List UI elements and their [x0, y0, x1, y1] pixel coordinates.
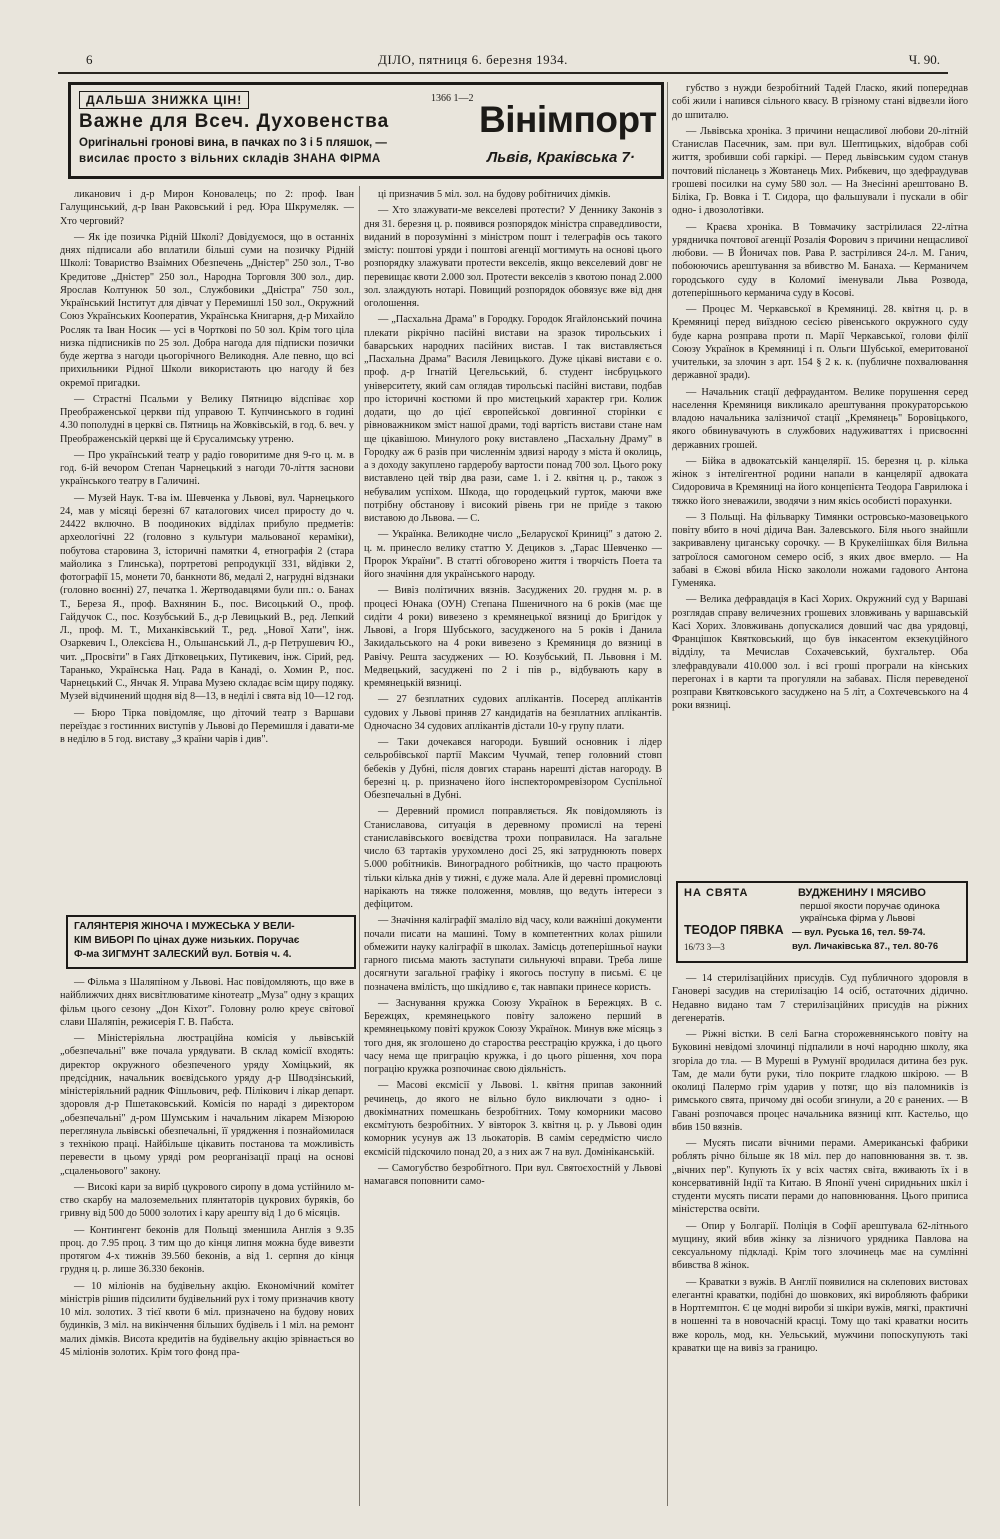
page-header [58, 50, 948, 74]
column-rule [359, 186, 360, 1506]
column-2 [364, 188, 662, 1506]
article-paragraph: — Страстні Псальми у Велику Пятницю відспіває хор Преображенської церкви під управою Т. Купчинського в годині 4.30 пополудні в церкві св. Пятниць на Жовківській, в год. 6. веч. у Преображенській церкві ще й Єрусалимську утреню. [60, 393, 354, 445]
article-paragraph: — Процес М. Черкавської в Кремяниці. 28. квітня ц. р. в Кремяниці перед виїздною сесією рівенського окружного суду буде карна розправа проти п. Марії Черкавської, голови філії Союзу Українок в Кремяниці і п. Ольги Шубської, емеритованої учительки, за злочин з арт. 154 § 2 к. к. (публичне похвалювання державної зради). [672, 304, 968, 382]
article-paragraph: — Мусять писати вічними перами. Американські фабрики роблять річно більше як 18 міл. пер до наповнювання зв. т. зв. „вічних пер". Купують їх у всіх частях світа, вживають їх і в консервативній Індії та Китаю. В Японії учені сиридньних шкіл і студенти мусять писати перами до наповнювання. Цього приписа міністерства освіти. [672, 1138, 968, 1216]
page-number: 6 [86, 52, 93, 67]
article-paragraph: — Деревний промисл поправляється. Як повідомляють із Станиславова, ситуація в деревному промислі на терені станиславівського воєвідства трохи поправилася. На загальне число 63 тартаків урухомлено досі 25, які затруднюють поверх 5.000 робітників. Виноградного робітників, що часто працюють тільки кілька днів у тижні, є дуже мала. Але й деревні промисловці нарікають на тяжке положення, мовляв, що ведуть інтереси з дефіцитом. [364, 806, 662, 910]
article-paragraph: ликанович і д-р Мирон Коновалець; по 2: проф. Іван Галущинський, д-р Іван Раковський і ред. Юра Шкрумеляк. — Хто черговий? [60, 189, 354, 227]
issue-number: Ч. 90. [908, 52, 940, 67]
pyavka-ad [676, 881, 968, 963]
ad-line-2: Оригінальні гронові вина, в пачках по 3 і 5 пляшок, — [79, 137, 387, 149]
article-paragraph: — „Пасхальна Драма" в Городку. Городок Ягайлонський почина плекати рікрічно пасійні вистави на зразок тирольських і баварських народних пасійних вистав. І так виставляється „Пасхальна Драма" Василя Левицького. Дуже цікаві вистави є о. проф. д-р Ігнатій Цегельський, б. студент інсбруцького університету, який сам оглядав тирольські пасійні вистави, подбав про історичні костюми й про мистецький характер гри. Колиж додати, що до цієї європейської довгинної сторінки є рівноважником зміст нашої драми, тоді вартість вистави стане нам ще цікавішою. Минулого року виставлено „Пасхальну Драму" в Городку аж 6 разів при численнім здвизі народу з міста й околиць, а з доходу закуплено гардеробу вартости понад 700 зол. Цього року виставлено цей твір два рази, саме 1. і 2. квітня ц. р., також з небувалим успіхом. Шкода, що городецький гурток, маючи вже потрібну обстанову і високий рівень гри не приїде з такою виставою до Львова. — С. [364, 314, 662, 524]
article-paragraph: — Таки дочекався нагороди. Бувший основник і лідер сельробівської партії Максим Чучмай, тепер головний стовп бебеків у Дубні, після довгих старань нарешті дістав нагороду. В березні ц. р. призначено його інспекторомревізором Суспільної Обезпечальні в Дубні. [364, 737, 662, 801]
ad-line-3: висилає просто з вільних складів ЗНАНА ФІРМА [79, 153, 381, 165]
article-paragraph: — Українка. Великодне число „Беларускої Криниці" з датою 2. ц. м. принесло велику статтю У. Дециков з. „Тарас Шевченко — Пророк України". В статті обговорено життя і творчість Поета та його значіння для українського народу. [364, 529, 662, 580]
article-paragraph: — Краватки з вужів. В Англії появилися на склепових вистовах елегантні краватки, подібні до шовкових, які виробляють фабрики в Нортгемптон. Є це модні вироби зі шкіри вужів, мягкі, практичні в ношенні та в новочасній красці. Тому що такі краватки носить вже король, мод, кн. Уельський, мужчини попоскупують такі краватки ще на вивіз за границю. [672, 1276, 968, 1354]
article-paragraph: — Опир у Болгарії. Поліція в Софії арештувала 62-літнього мущину, який вбив жінку за лізничого урядника Павлова на сексуальному підкладі. Крім того злочинець має на сумлінні вбивства 8 жінок. [672, 1220, 968, 1272]
zaleski-line-1: ГАЛЯНТЕРІЯ ЖІНОЧА І МУЖЕСЬКА У ВЕЛИ- [74, 921, 295, 932]
masthead-date: ДІЛО, пятниця 6. березня 1934. [378, 52, 568, 67]
ad-headline: Важне для Всеч. Духовенства [79, 111, 390, 132]
ad-city: Львів, Краківська 7· [487, 149, 635, 166]
article-paragraph: — Про український театр у радіо говоритиме дня 9-го ц. м. в год. 6-ій вечором Степан Чарнецький з нагоди 70-ліття заснови українського театру в Галичині. [60, 449, 354, 488]
pyavka-address-1: — вул. Руська 16, тел. 59-74. [792, 927, 926, 938]
article-paragraph: — 27 безплатних судових аплікантів. Посеред аплікантів судових у Львові приняв 27 кандидатів на безплатних аплікантів. Одночасно 34 судових аплікантів дістали 10-у групу плати. [364, 694, 662, 732]
pyavka-sub-2: українська фірма у Львові [800, 913, 915, 924]
pyavka-title-right: ВУДЖЕНИНУ І МЯСИВО [798, 887, 926, 899]
article-paragraph: — Ріжні вістки. В селі Багна сторожевнянського повіту на Буковині невідомі злочинці підпалили в ночі народню школу, яка згоріла до тла. — В Муреші в Румунії вродилася дитина без рук. Там, де мали бути руки, тіло покрите гладкою шкірою. — В околиці Палермо грім ударив у потяг, що віз паломників із римського свята, причому дві особи згинули, а 20 є ранених. — В Гавані розпочався процес начальника вязниці кпт. Кастельо, що вбив 150 вязнів. [672, 1029, 968, 1133]
article-paragraph: — Заснування кружка Союзу Українок в Бережцях. В с. Бережцях, кремянецького повіту заложено перший в кремянецькому повіті кружок Союзу Українок. Минув вже місяць з того дня, як зголошено до староства реєстрацію кружка, і до цього часу нема ще приграцію кружка, і до цього рішення, хоч пора пограцію кружка розпочинає свою діяльність. [364, 997, 662, 1075]
zaleski-ad [66, 915, 356, 969]
article-paragraph: — 14 стерилізаційних присудів. Суд публичного здоровля в Гановері засудив на стерилізацію 14 осіб, остаточних дідично. Недавно видано там 7 стерилізаційних присудів на ріжних дегенератів. [672, 973, 968, 1024]
column-3-bottom [672, 972, 968, 1506]
ad-brand-logo: Вінімпорт [479, 99, 657, 140]
pyavka-code: 16/73 3—3 [684, 942, 725, 952]
article-paragraph: — 10 міліонів на будівельну акцію. Економічний комітет міністрів рішив підсилити будівельний рух і тому призначив квоту 10 міл. золотих. З тієї квоти 6 міл. призначено на будову нових будинків, 3 міл. на викінчення більших будівель і 1 міл. на ремонт малих дімків. Висота кредитів на будівельну акцію зрівнається во 45 міліонів золотих. Крім того фонд пра- [60, 1280, 354, 1358]
column-3-top [672, 82, 968, 872]
ad-code: 1366 1—2 [431, 93, 474, 104]
column-1-top [60, 188, 354, 910]
article-paragraph: — Бюро Тірка повідомляє, що діточий театр з Варшави переїздає з гостинних виступів у Львові до Перемишля і давати-ме в неділю в 5 год. виставу „З країни чарів і див". [60, 707, 354, 745]
article-paragraph: — Вивіз політичних вязнів. Засуджених 20. грудня м. р. в процесі Юнака (ОУН) Степана Пшеничного на 6 років (має ще сидіти 4 роки) вивезено з кремянецької вязниці до Бригідок у Львові, а Ігоря Шубського, засудженого на 5 років і Данила Закидальського на 4 роки вивезено з Кремяниця до вязниці в Равічу. Решта засуджених — Ю. Козубський, П. Львовня і М. Медвецький, засуджені по 2 і пів р., відбувають кару в кремянецькій вязниці. [364, 585, 662, 689]
article-paragraph: — Масові ексмісії у Львові. 1. квітня припав законний речинець, до якого не вільно було виключати з одно- і двокімнатних помешкань безробітних. Тому коморники масово ексмітують безробітних. У вівторок 3. квітня ц. р. у Львові один коморник усунув аж 13 льокаторів. В самім середмістю число ексмісій підскочило понад 20, а з них аж 7 на вул. Домініканській. [364, 1080, 662, 1158]
article-paragraph: — Бійка в адвокатській канцелярії. 15. березня ц. р. кілька жінок з інтелігентної родини напали в канцелярії адвоката Сидоровича в Кремяниці на його концепієнта Теодора Гаврилюка і тяжко його зневажили, зводячи з ним якісь особисті порахунки. [672, 455, 968, 507]
pyavka-sub-1: першої якости поручає одинока [800, 901, 940, 912]
column-rule [667, 82, 668, 1506]
pyavka-address-2: вул. Личаківська 87., тел. 80-76 [792, 941, 939, 952]
article-paragraph: — Високі кари за виріб цукрового сиропу в дома устійнило м-ство скарбу на малоземельних плянтаторів цукрових буряків, бо гривну від 500 до 5000 золотих і кару арешту від 1 до 6 місяців. [60, 1181, 354, 1220]
article-paragraph: — Начальник стації дефраудантом. Велике порушення серед населення Кремяниця викликало арештування прокураторською владою начальника залізничої стації „Кремянець" Боровіцького, якого обвинувачують в службових надуживаттях і присвоєнні державних грошей. [672, 386, 968, 451]
article-paragraph: — Фільма з Шаляпіном у Львові. Нас повідомляють, що вже в найближчих днях висвітлюватиме кінотеатр „Муза" одну з кращих фільм цього сезону „Дон Кіхот". Головну ролю креує світової слави Шаляпін, режисерія Г. В. Пабста. [60, 977, 354, 1028]
article-paragraph: — Контингент беконів для Польщі зменшила Англія з 9.35 проц. до 7.95 проц. З тим що до кінця липня можна буде вивезти протягом 4-х тижнів 39.560 беконів, а від 1. серпня до кінця грудня ц. р. лише 36.330 беконів. [60, 1224, 354, 1276]
zaleski-line-2: КІМ ВИБОРІ По цінах дуже низьких. Поручає [74, 935, 300, 946]
article-paragraph: — Значіння каліграфії змаліло від часу, коли важніші документи почали писати на машині. Тому в компетентних колах рішили обмежити науку каліграфії в школах. Замісць дотеперішньої науки гарного письма мають заступати сильнуючі вправи. Треба лише досягнути загальної графіку і якогось поступу в письмі. Є це позначена вмілість, що шкідливо є, так навпаки принесе користь. [364, 915, 662, 993]
article-paragraph: — Як іде позичка Рідній Школі? Довідуємося, що в останніх днях підписали або вплатили більші суми на позичку Рідній Школі: Товариство Взаімних Обезпечень „Дністер" 250 зол., Т-во Кредитове „Дністер" 250 зол., Народна Торговля 300 зол., дир. Ярослав Колтунюк 50 зол., Службовики „Дністра" 750 зол., Український Інститут для дівчат у Перемишлі 150 зол., Окружний Союз Українських Кооператив, Українська Книгарня, д-р Михайло Росляк та Іван Носик — усі в Чорткові по 50 зол. Крім того ціла низка підписників по 25 зол. Добра нагода для підписки позички буде жертва з нагоди цьогорічного Великодня. Але певно, що всі прихильники Рідної Школи використають цю нагоду й без окремої пригадки. [60, 231, 354, 389]
article-paragraph: — Міністеріяльна люстраційна комісія у львівській „обезпечальні" вже почала урядувати. В склад комісії входять: директор окружного обезпеченого уряду Хоміцький, як предсідник, начальник воєвідського уряду д-р Шводзінський, міністеріяльний радник Фішльович, реф. Пілікович і лікар департ. здоровля д-р Пшетаковський. Комісія по нараді з директором „обезпечальні" д-ром Шумським і начальним лікарем Мізюрою переглянула львівські обезпечальні, її урядження і познайомилася з технікою праці. Найбільше цікавить постанова та можливість перевести в цьому уряді ром реорганізації праці на основі „сцаленьового" закону. [60, 1033, 354, 1177]
article-paragraph: — Львівська хроніка. З причини нещасливої любови 20-літній Станислав Пасечник, зам. при вул. Шептицьких, відобрав собі життя, зробивши собі гаркірі. — Перед львівським судом станув почтовий післанець з Жовтанець Мих. Рибкевич, що здефраудував грошеві посилки на суму 580 зол. — На Знесінні арештовано В. Біліка, Гр. Вовка і Т. Сидора, що фальшували і пускали в обіг одно- і двозолотівки. [672, 125, 968, 217]
article-paragraph: — Велика дефравдація в Касі Хорих. Окружний суд у Варшаві розглядав справу величезних грошевих зловживань у варшавській Касі Хорих. Зловживань допускалися довший час два урядовці, Францішок Квятковський, що був інкасентом екзекуційного відділу, та Мечислав Сохачевський, бухгальтер. Оба злефравдували 410.000 зол. і всі гроші програли на кінських перегонах і в карти та прогуляли на забавах. Після переведеної розправи Квятковського засуджено на 5 літ, а Сохтечевського на 4 роки вязниці. [672, 594, 968, 712]
column-1-bottom [60, 976, 354, 1506]
zaleski-line-3: Ф-ма ЗИГМУНТ ЗАЛЕСКИЙ вул. Ботвія ч. 4. [74, 949, 292, 960]
ad-discount-tag: ДАЛЬША ЗНИЖКА ЦІН! [79, 91, 249, 109]
vinimport-ad [68, 82, 664, 179]
pyavka-title-left: НА СВЯТА [684, 887, 749, 899]
article-paragraph: — Краєва хроніка. В Товмачику застрілилася 22-літна урядничка почтової агенції Розалія Форович з причини нещасливої любови. — В Йоничах пов. Рава Р. застрілився 24-л. М. Ганич, побоюючись арештування за вбивство М. Банаха. — Керманичем городського суду в Коломиї іменували Льва Розвода, дотеперішнього керманича суду в Косові. [672, 221, 968, 299]
pyavka-name: ТЕОДОР ПЯВКА [684, 923, 784, 937]
article-paragraph: — Хто злажувати-ме векселеві протести? У Деннику Законів з дня 31. березня ц. р. появився розпорядок міністра справедливости, виданий в порозумінні з міністром пошт і телеграфів ось такого змісту: поштові уряди і поштові агенції могтимуть на основі цього розпорядку злажувати протести векселів, якщо векселевий довг не перевищає квоти 2.000 зол. Протести векселів з квотою понад 2.000 зол. злаждують нотарі. Повищий розпорядок обовязує вже від дня оголошення. [364, 205, 662, 309]
article-paragraph: — Самогубство безробітного. При вул. Святоєхостній у Львові намагався поповнити само- [364, 1162, 662, 1187]
article-paragraph: — З Польщі. На фільварку Тимянки островсько-мазовецького повіту вбито в ночі дідича Ван. Залевського. Біля нього знайшли закривавлену циганську сорочку. — В Крукеліішках біля Вильна затроїлося самогоном семеро осіб, з яких двоє вмерло. — На забаві в Єжові вбила Ніско закололи ножами гадового Антона Гуменяка. [672, 511, 968, 589]
article-paragraph: губство з нужди безробітний Тадей Гласко, який попереднав собі жили і напився сільного квасу. В грізному стані відвезли його до шпиталю. [672, 83, 968, 121]
article-paragraph: ці призначив 5 міл. зол. на будову робітничих дімків. [378, 189, 611, 200]
article-paragraph: — Музей Наук. Т-ва ім. Шевченка у Львові, вул. Чарнецького 24, мав у місяці березні 67 каталогових чисел приросту до ч. 24422 включно. В поодиноких відділах прибуло предметів: археологічні 22 (головно з культури мальованої кераміки), побутова старовина 3, історичні памятки 4, етнографія 2 (стара майолика з Глинська), портретові репродукції 331, вйдівки 2, фотографії 15, монети 70, банкноти 86, медалі 2, нагрудні відзнаки (головно воєнні) 27, печатка 1. Жертводавцями були пп.: о. Банах Т., Береза Я., проф. Вахнянин Б., пос. Висоцький О., проф. Гайдучок С., пос. Козубський Б., д-р Левицький В., ред. Лепкий Л., проф. М. Т., Миханківський Т., ред. „Нової Хати", інж. Озаркевич І., Олексієва Н., Ольшанський Л., д-р Петрушевич Ю., чит. „Просвіти" в Гаях Дітковецьких, Путикевич, інж. Сірий, ред. Таранько, Українська Нац. Рада в Канаді, о. Хомин Р., пос. Чарнецький С., Янчак Я. Управа Музею складає всім щиру подяку. Музей відчинений щодня від 8—13, в неділі і свята від 10—12 год. [60, 492, 354, 703]
